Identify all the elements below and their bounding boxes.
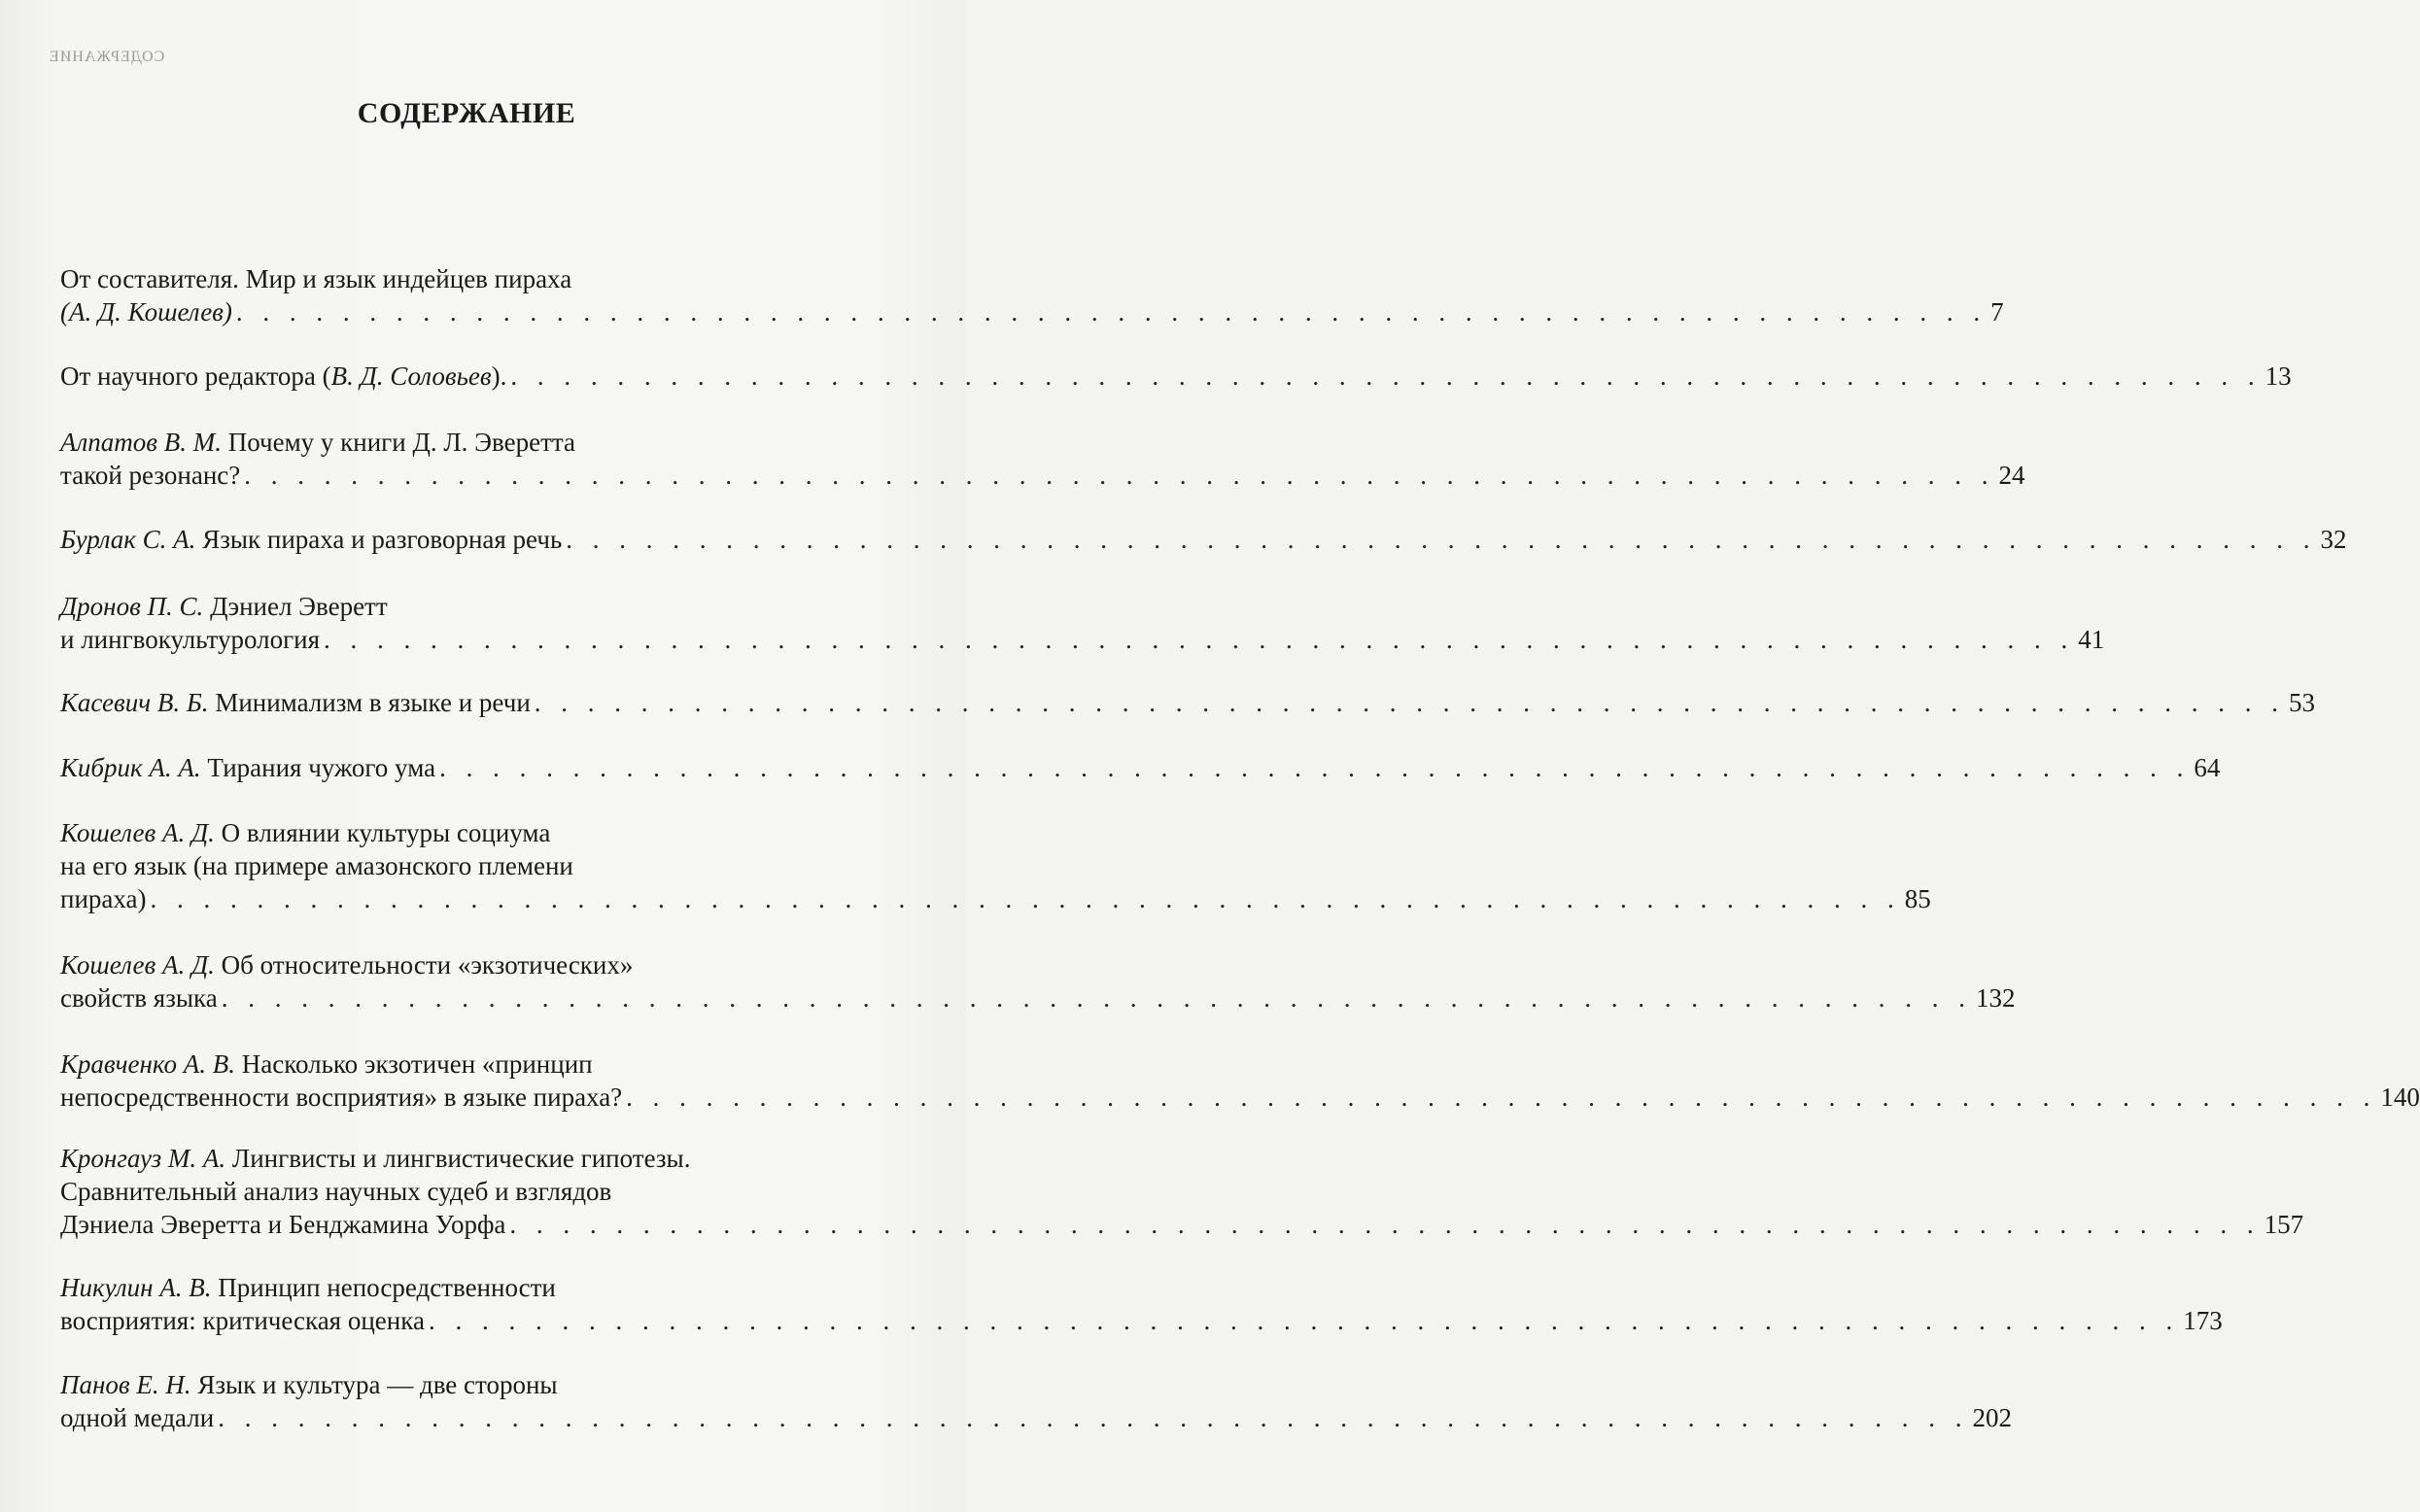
toc-entry-last-line <box>60 295 2004 328</box>
toc-entry-author: Кошелев А. Д. <box>60 950 215 979</box>
toc-entry-text: Насколько экзотичен «принцип <box>241 1049 593 1079</box>
toc-entry-author: Никулин А. В. <box>60 1273 212 1302</box>
toc-entry-line <box>60 1175 882 1208</box>
toc-entry-line <box>60 1048 882 1081</box>
dot-leader: . . . . . . . . . . . . . . . . . . . . . . . . . . . . . . . . . . . . . . . . . . . . . . . . . . . . . . . . . . . . . . . . . . <box>509 1210 2261 1239</box>
toc-entry-author: Кошелев А. Д. <box>60 818 215 847</box>
dot-leader: . . . . . . . . . . . . . . . . . . . . . . . . . . . . . . . . . . . . . . . . . . . . . . . . . . . . . . . . . . . . . . . . . . <box>428 1306 2180 1335</box>
toc-entry-text: одной медали <box>60 1403 215 1432</box>
toc-entry-last-line <box>60 1081 2420 1114</box>
toc-page-number: 64 <box>2194 753 2221 782</box>
toc-page-number: 7 <box>1990 297 2004 326</box>
page-title: СОДЕРЖАНИЕ <box>357 97 576 129</box>
toc-entry-line <box>60 262 882 295</box>
running-head-bleed: СОДЕРЖАНИЕ <box>49 49 165 65</box>
toc-page-number: 13 <box>2264 361 2292 391</box>
toc-entry-text: От составителя. Мир и язык индейцев пираха <box>60 264 572 293</box>
toc-entry-author: Кравченко А. В. <box>60 1049 235 1079</box>
toc-entry-text: свойств языка <box>60 983 218 1013</box>
toc-entry-text: Сравнительный анализ научных судеб и взглядов <box>60 1177 612 1206</box>
toc-entry <box>60 1048 2420 1114</box>
toc-entry-author: Кронгауз М. А. <box>60 1144 226 1173</box>
toc-page-number: 173 <box>2183 1306 2223 1335</box>
toc-entry <box>60 816 1931 915</box>
toc-entry-line <box>60 426 882 459</box>
toc-entry-last-line <box>60 360 2292 393</box>
toc-entry-text: такой резонанс? <box>60 461 241 490</box>
toc-entry-title <box>60 360 506 393</box>
toc-entry-text: Почему у книги Д. Л. Эверетта <box>227 428 575 457</box>
toc-page-number: 32 <box>2320 525 2347 554</box>
toc-entry-text: От научного редактора ( <box>60 361 331 391</box>
toc-entry-last-line <box>60 882 1931 915</box>
toc-entry-text: Об относительности «экзотических» <box>221 950 634 979</box>
toc-entry-text: восприятия: критическая оценка <box>60 1306 425 1335</box>
dot-leader: . . . . . . . . . . . . . . . . . . . . . . . . . . . . . . . . . . . . . . . . . . . . . . . . . . . . . . . . . . . . . . . . . . <box>244 461 1995 490</box>
toc-entry <box>60 590 2105 656</box>
toc-entry-last-line <box>60 686 2316 719</box>
toc-entry-title <box>60 981 218 1014</box>
toc-entry-last-line <box>60 523 2347 556</box>
toc-entry-line <box>60 849 882 882</box>
toc-entry-text: непосредственности восприятия» в языке пираха? <box>60 1082 623 1112</box>
toc-entry-author: Касевич В. Б. <box>60 688 209 717</box>
toc-entry-author: Бурлак С. А. <box>60 525 196 554</box>
toc-entry-text: на его язык (на примере амазонского племени <box>60 851 573 880</box>
toc-entry-text: Минимализм в языке и речи <box>208 688 531 717</box>
toc-entry-last-line <box>60 751 2221 784</box>
toc-entry-title <box>60 623 320 656</box>
toc-entry-author: Алпатов В. М. <box>60 428 222 457</box>
toc-page-number: 202 <box>1972 1403 2012 1432</box>
toc-entry-text: О влиянии культуры социума <box>221 818 551 847</box>
toc-entry-text: Язык и культура — две стороны <box>197 1370 558 1399</box>
toc-page-number: 132 <box>1975 983 2016 1013</box>
toc-entry <box>60 948 2016 1014</box>
toc-entry-author: Панов Е. Н. <box>60 1370 191 1399</box>
toc-page-number: 41 <box>2078 625 2105 654</box>
toc-entry-line <box>60 590 882 623</box>
dot-leader: . . . . . . . . . . . . . . . . . . . . . . . . . . . . . . . . . . . . . . . . . . . . . . . . . . . . . . . . . . . . . . . . . . <box>534 688 2286 717</box>
toc-entry-line <box>60 1271 882 1304</box>
toc-page-number: 53 <box>2289 688 2316 717</box>
dot-leader: . . . . . . . . . . . . . . . . . . . . . . . . . . . . . . . . . . . . . . . . . . . . . . . . . . . . . . . . . . . . . . . . . . <box>218 1403 1969 1432</box>
toc-page-number: 85 <box>1904 884 1931 913</box>
toc-entry <box>60 751 2221 784</box>
toc-page-number: 24 <box>1998 461 2025 490</box>
toc-entry-text: пираха) <box>60 884 147 913</box>
toc-entry-title <box>60 1208 505 1241</box>
dot-leader: . . . . . . . . . . . . . . . . . . . . . . . . . . . . . . . . . . . . . . . . . . . . . . . . . . . . . . . . . . . . . . . . . . <box>626 1082 2377 1112</box>
toc-entry <box>60 1368 2012 1434</box>
toc-entry <box>60 262 2004 328</box>
toc-entry <box>60 426 2025 492</box>
toc-entry-title <box>60 1304 425 1337</box>
toc-entry-text: Лингвисты и лингвистические гипотезы. <box>231 1144 691 1173</box>
dot-leader: . . . . . . . . . . . . . . . . . . . . . . . . . . . . . . . . . . . . . . . . . . . . . . . . . . . . . . . . . . . . . . . . . . <box>150 884 1901 913</box>
toc-entry <box>60 523 2347 556</box>
toc-entry-text: Тирания чужого ума <box>200 753 436 782</box>
toc-entry-author: Кибрик А. А. <box>60 753 201 782</box>
toc-entry <box>60 1142 2304 1241</box>
toc-entry-title <box>60 686 531 719</box>
dot-leader: . . . . . . . . . . . . . . . . . . . . . . . . . . . . . . . . . . . . . . . . . . . . . . . . . . . . . . . . . . . . . . . . . . <box>324 625 2075 654</box>
toc-entry-italic-text: В. Д. Соловьев <box>330 361 492 391</box>
dot-leader: . . . . . . . . . . . . . . . . . . . . . . . . . . . . . . . . . . . . . . . . . . . . . . . . . . . . . . . . . . . . . . . . . . <box>510 361 2262 391</box>
toc-entry-last-line <box>60 981 2016 1014</box>
toc-entry-text: Дэниел Эверетт <box>210 592 388 621</box>
dot-leader: . . . . . . . . . . . . . . . . . . . . . . . . . . . . . . . . . . . . . . . . . . . . . . . . . . . . . . . . . . . . . . . . . . <box>439 753 2191 782</box>
toc-entry-last-line <box>60 1208 2304 1241</box>
toc-entry <box>60 1271 2223 1337</box>
toc-entry-italic-text: (А. Д. Кошелев) <box>60 297 232 326</box>
toc-page-number: 140 <box>2380 1082 2420 1112</box>
toc-entry-title <box>60 751 435 784</box>
toc-entry-text: и лингвокультурология <box>60 625 321 654</box>
toc-entry <box>60 360 2292 393</box>
toc-entry-last-line <box>60 623 2105 656</box>
toc-entry-text: ). <box>491 361 507 391</box>
toc-entry <box>60 686 2316 719</box>
dot-leader: . . . . . . . . . . . . . . . . . . . . . . . . . . . . . . . . . . . . . . . . . . . . . . . . . . . . . . . . . . . . . . . . . . <box>221 983 1972 1013</box>
toc-entry-title <box>60 1401 214 1434</box>
toc-entry-text: Принцип непосредственности <box>218 1273 556 1302</box>
dot-leader: . . . . . . . . . . . . . . . . . . . . . . . . . . . . . . . . . . . . . . . . . . . . . . . . . . . . . . . . . . . . . . . . . . <box>235 297 1988 326</box>
toc-entry-title <box>60 882 147 915</box>
toc-entry-title <box>60 1081 622 1114</box>
toc-entry-line <box>60 1368 882 1401</box>
toc-entry-title <box>60 295 232 328</box>
toc-entry-title <box>60 523 562 556</box>
toc-entry-title <box>60 459 240 492</box>
toc-entry-author: Дронов П. С. <box>60 592 204 621</box>
toc-page-number: 157 <box>2264 1210 2304 1239</box>
toc-entry-line <box>60 1142 882 1175</box>
dot-leader: . . . . . . . . . . . . . . . . . . . . . . . . . . . . . . . . . . . . . . . . . . . . . . . . . . . . . . . . . . . . . . . . . . <box>566 525 2317 554</box>
toc-entry-last-line <box>60 1304 2223 1337</box>
toc-entry-line <box>60 948 882 981</box>
toc-entry-text: Язык пираха и разговорная речь <box>195 525 563 554</box>
toc-entry-text: Дэниела Эверетта и Бенджамина Уорфа <box>60 1210 506 1239</box>
toc-entry-line <box>60 816 882 849</box>
toc-entry-last-line <box>60 459 2025 492</box>
toc-entry-last-line <box>60 1401 2012 1434</box>
